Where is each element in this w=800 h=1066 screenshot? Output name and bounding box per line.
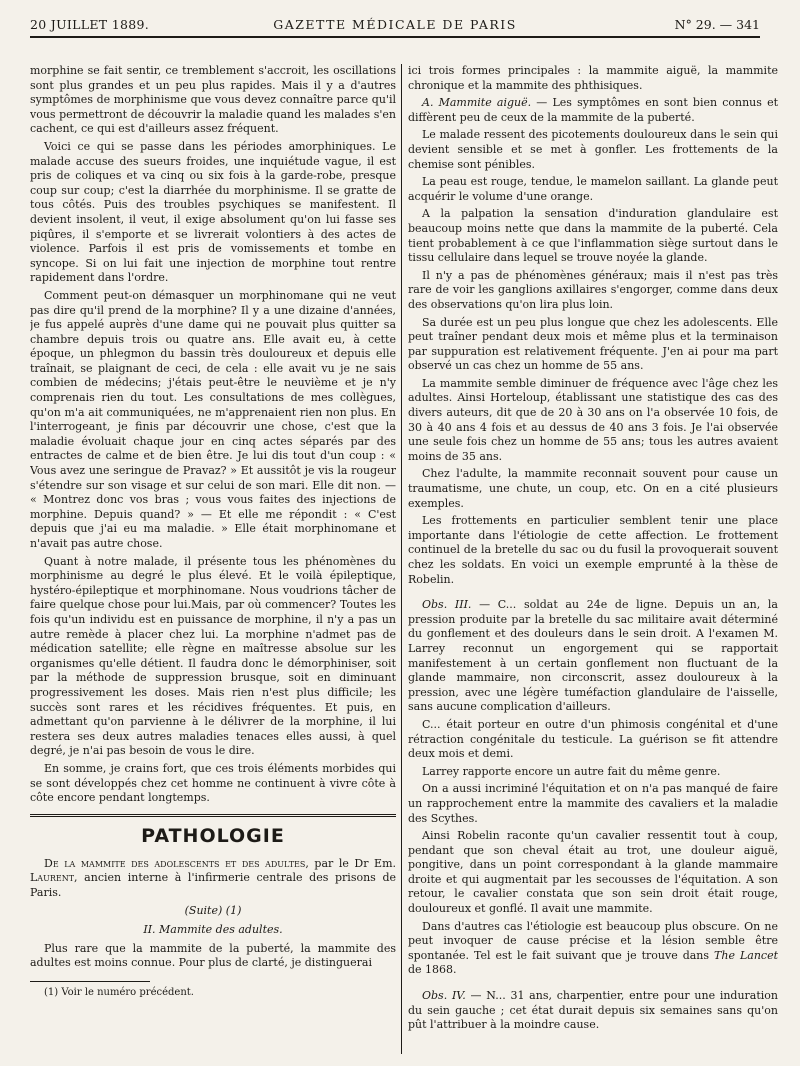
footnote-rule [30, 981, 150, 982]
paragraph: On a aussi incriminé l'équitation et on n'a pas manqué de faire un rapprochement entre la mammite des cavaliers et la maladie des Scythes. [408, 782, 778, 825]
paragraph: morphine se fait sentir, ce tremblement s'accroit, les oscillations sont plus grandes et un peu plus rapides. Mais il y a d'autres symptômes de morphinisme que vous devez connaître parce qu'il vous permettront de découvrir la maladie quand les malades s'en cachent, ce qui est d'ailleurs assez fréquent. [30, 64, 396, 136]
column-divider [401, 64, 402, 1054]
paragraph: ici trois formes principales : la mammite aiguë, la mammite chronique et la mammite des phthisiques. [408, 64, 778, 92]
footnote: (1) Voir le numéro précédent. [44, 986, 194, 998]
paragraph: La peau est rouge, tendue, le mamelon saillant. La glande peut acquérir le volume d'une orange. [408, 175, 778, 203]
paragraph-text: — Les symptômes en sont bien connus et diffèrent peu de ceux de la mammite de la puberté. [408, 96, 778, 124]
paragraph-text: de 1868. [408, 963, 457, 977]
paragraph: Le malade ressent des picotements douloureux dans le sein qui devient sensible et se met à gonfler. Les frottements de la chemise sont pénibles. [408, 128, 778, 171]
paragraph: La mammite semble diminuer de fréquence avec l'âge chez les adultes. Ainsi Horteloup, établissant une statistique des cas des divers auteurs, dit que de 20 à 30 ans on l'a observée 10 fois, de 30 à 40 ans 4 fois et au dessus de 40 ans 3 fois. Je l'ai observée une seule fois chez un homme de 55 ans; tous les autres avaient moins de 35 ans. [408, 376, 778, 463]
observation-text: — N... 31 ans, charpentier, entre pour une induration du sein gauche ; cet état durait depuis six semaines sans qu'on pût l'attribuer à la moindre cause. [408, 989, 778, 1032]
paragraph: Les frottements en particulier semblent tenir une place importante dans l'étiologie de cette affection. Le frottement continuel de la bretelle du sac ou du fusil la provoquerait souvent chez les soldats. En voici un exemple emprunté à la thèse de Robelin. [408, 514, 778, 586]
observation [408, 989, 778, 1033]
spacer [408, 981, 778, 989]
observation-label: Obs. IV. [422, 989, 466, 1003]
paragraph: Plus rare que la mammite de la puberté, la mammite des adultes est moins connue. Pour plus de clarté, je distinguerai [30, 941, 396, 970]
header-page-number: N° 29. — 341 [674, 17, 760, 32]
paragraph [408, 920, 778, 978]
right-column [408, 64, 778, 1054]
page-header [30, 18, 760, 38]
subheading: II. Mammite des adultes. [143, 923, 283, 937]
paragraph: En somme, je crains fort, que ces trois éléments morbides qui se sont développés chez cet homme ne continuent à vivre côte à côte encore pendant longtemps. [30, 761, 396, 805]
spacer [408, 590, 778, 598]
paragraph: Voici ce qui se passe dans les périodes amorphiniques. Le malade accuse des sueurs froides, une inquiétude vague, il est pris de coliques et va cinq ou six fois à la garde-robe, presque coup sur coup; c'est la diarrhée du morphinisme. Il se gratte de tous côtés. Puis des troubles psychiques se manifestent. Il devient insolent, il veut, il exige absolument qu'on lui fasse ses piqûres, il s'emporte et se livrerait volontiers à des actes de violence. Parfois il est pris de vomissements et tombe en syncope. Si on lui fait une injection de morphine tout rentre rapidement dans l'ordre. [30, 139, 396, 285]
article-author-affiliation: ancien interne à l'infirmerie centrale des prisons de Paris. [30, 871, 396, 899]
left-column [30, 64, 396, 1054]
observation [408, 598, 778, 715]
article-author: Laurent, [30, 871, 78, 885]
section-rule [30, 814, 396, 817]
paragraph: Ainsi Robelin raconte qu'un cavalier ressentit tout à coup, pendant que son cheval était au trot, une douleur aiguë, pongitive, dans un point correspondant à la glande mammaire droite et qui augmentait par les secousses de l'équitation. A son retour, le cavalier constata que son sein droit était rouge, douloureux et gonflé. Il avait une mammite. [408, 829, 778, 916]
paragraph: Quant à notre malade, il présente tous les phénomènes du morphinisme au degré le plus élevé. Et le voilà épileptique, hystéro-épileptique et morphinomane. Nous voudrions tâcher de faire quelque chose pour lui.Mais, par où commencer? Toutes les fois qu'un individu est en puissance de morphine, il n'y a pas un autre remède à placer chez lui. La morphine n'admet pas de médication satellite; elle règne en maîtresse absolue sur les organismes qu'elle détient. Il faudra donc le démorphiniser, soit par la méthode de suppression brusque, soit en diminuant progressivement les doses. Mais rien n'est plus difficile; les succès sont rares et les récidives fréquentes. Et puis, en admettant qu'on parvienne à le délivrer de la morphine, il lui restera ses deux autres maladies tenaces elles aussi, à quel degré, je n'ai pas besoin de vous le dire. [30, 554, 396, 758]
continuation-note: (Suite) (1) [184, 904, 242, 918]
paragraph-text: Dans d'autres cas l'étiologie est beaucoup plus obscure. On ne peut invoquer de cause précise et la lésion semble être spontanée. Tel est le fait suivant que je trouve dans [408, 919, 778, 962]
paragraph [408, 96, 778, 125]
observation-label: Obs. III. [422, 598, 472, 612]
journal-citation: The Lancet [714, 948, 778, 962]
article-title: De la mammite des adolescents et des adultes, [44, 856, 309, 870]
paragraph: A la palpation la sensation d'induration glandulaire est beaucoup moins nette que dans la mammite de la puberté. Cela tient probablement à ce que l'inflammation siège surtout dans le tissu cellulaire dans lequel se trouve noyée la glande. [408, 207, 778, 265]
paragraph: Larrey rapporte encore un autre fait du même genre. [422, 764, 721, 778]
section-title: PATHOLOGIE [141, 824, 285, 847]
article-author-prefix: par le Dr Em. [314, 856, 396, 870]
observation-text: — C... soldat au 24e de ligne. Depuis un an, la pression produite par la bretelle du sac militaire avait déterminé du gonflement et des douleurs dans le sein droit. A l'examen M. Larrey reconnut un engorgement qui se rapportait manifestement à un certain gonflement non fluctuant de la glande mammaire, non circonscrit, assez douloureux à la pression, avec une légère tuméfaction glandulaire de l'aisselle, sans aucune complication d'ailleurs. [408, 598, 778, 714]
header-date: 20 JUILLET 1889. [30, 17, 149, 32]
paragraph: Sa durée est un peu plus longue que chez les adolescents. Elle peut traîner pendant deux mois et même plus et la terminaison par suppuration est relativement fréquente. J'en ai pour ma part observé un cas chez un homme de 55 ans. [408, 315, 778, 373]
subsection-label: A. Mammite aiguë. [422, 96, 532, 110]
paragraph: Comment peut-on démasquer un morphinomane qui ne veut pas dire qu'il prend de la morphine? Il y a une dizaine d'années, je fus appelé auprès d'une dame qui ne pouvait plus quitter sa chambre depuis trois ou quatre ans. Elle avait eu, à cette époque, un phlegmon du bassin très douloureux et depuis elle traînait, se plaignant de ceci, de cela : elle avait vu je ne sais combien de médecins; j'étais peut-être le neuvième et je n'y comprenais rien du tout. Les consultations de mes collègues, qu'on m'a ait communiquées, ne m'apprenaient rien non plus. En l'interrogeant, je finis par découvrir une chose, c'est que la maladie évoluait chaque jour en cinq actes séparés par des entractes de calme et de bien être. Je lui dis tout d'un coup : « Vous avez une seringue de Pravaz? » Et aussitôt je vis la rougeur s'étendre sur son visage et sur celui de son mari. Elle dit non. — « Montrez donc vos bras ; vous vous faites des injections de morphine. Depuis quand? » — Et elle me répondit : « C'est depuis que j'ai eu ma maladie. » Elle était morphinomane et n'avait pas autre chose. [30, 288, 396, 550]
paragraph: Il n'y a pas de phénomènes généraux; mais il n'est pas très rare de voir les ganglions axillaires s'engorger, comme dans deux des observations qu'on lira plus loin. [408, 268, 778, 311]
paragraph: Chez l'adulte, la mammite reconnait souvent pour cause un traumatisme, une chute, un coup, etc. On en a cité plusieurs exemples. [408, 467, 778, 510]
header-journal-title: GAZETTE MÉDICALE DE PARIS [273, 17, 517, 32]
article-heading [30, 857, 396, 901]
paragraph: C... était porteur en outre d'un phimosis congénital et d'une rétraction congénitale du testicule. La guérison se fit attendre deux mois et demi. [408, 717, 778, 761]
